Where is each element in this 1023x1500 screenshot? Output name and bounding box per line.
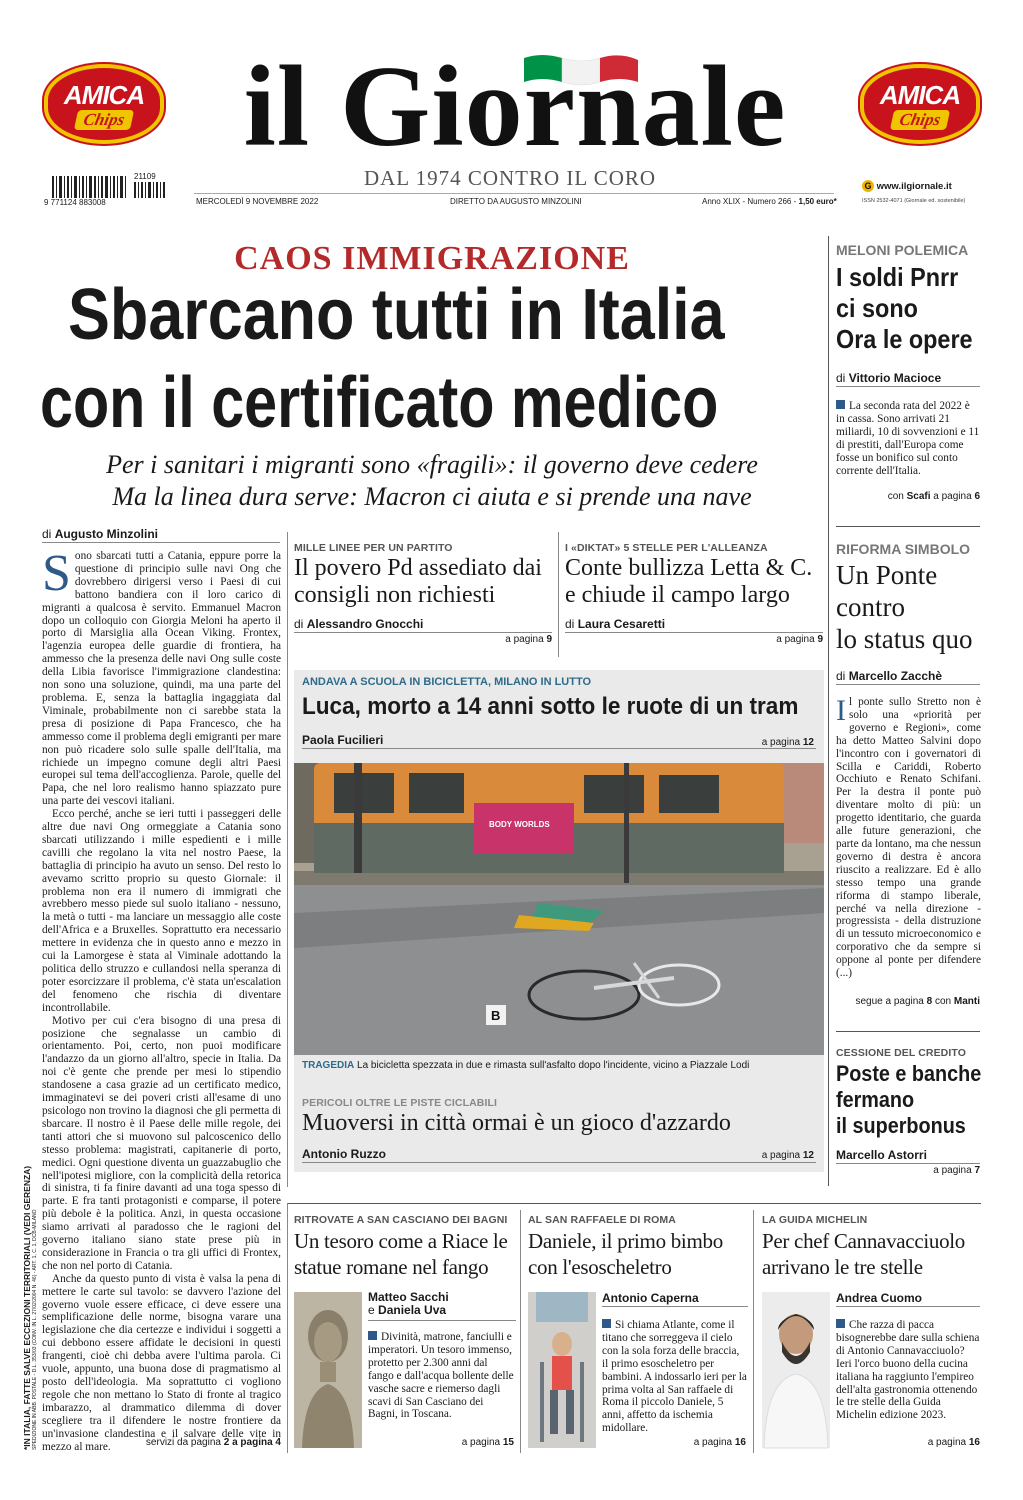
bullet-square-icon (836, 1319, 845, 1328)
website-url: www.ilgiornale.it (876, 181, 952, 192)
col-divider (287, 1203, 288, 1453)
ponte-byline: di Marcello Zacchè (836, 669, 943, 683)
tram-photo-illustration (294, 763, 824, 1055)
credito-headline-2[interactable]: fermano (836, 1087, 915, 1112)
issn: ISSN 2532-4071 (Giornale ed. sostenibile) (862, 198, 966, 204)
lead-subhead-2: Ma la linea dura serve: Macron ci aiuta e si prende una nave (112, 482, 752, 511)
tram-caption-label: TRAGEDIA (302, 1060, 355, 1071)
lead-byline-rule (42, 542, 280, 543)
credito-page-ref[interactable]: a pagina 7 (933, 1165, 980, 1176)
ponte-dropcap: I (836, 694, 846, 727)
m5s-page-ref[interactable]: a pagina 9 (776, 634, 823, 645)
meloni-headline-1[interactable]: I soldi Pnrr (836, 262, 959, 292)
tram-byline-rule-2 (302, 1162, 816, 1163)
masthead-motto: DAL 1974 CONTRO IL CORO (363, 166, 657, 190)
col-divider (558, 532, 559, 657)
meloni-kicker: MELONI POLEMICA (836, 242, 969, 258)
daniele-kicker: AL SAN RAFFAELE DI ROMA (528, 1214, 676, 1226)
meloni-byline: di Vittorio Macioce (836, 371, 942, 385)
tram-author-2[interactable]: Antonio Ruzzo (302, 1147, 386, 1161)
daniele-byline-rule (602, 1306, 748, 1307)
lead-continued[interactable]: servizi da pagina 2 a pagina 4 (145, 1437, 281, 1448)
meloni-author[interactable]: Vittorio Macioce (848, 371, 942, 385)
meloni-headline-2[interactable]: ci sono (836, 293, 918, 323)
daniele-photo[interactable] (528, 1292, 596, 1448)
riace-author-2[interactable]: Daniela Uva (378, 1303, 447, 1317)
ad-brand: AMICA (63, 80, 145, 110)
lead-dropcap: S (42, 545, 71, 602)
col-divider (753, 1210, 754, 1453)
tram-page-ref-2[interactable]: a pagina 12 (761, 1150, 814, 1161)
section-rule (836, 1031, 980, 1032)
riace-authors: Matteo Sacchi e Daniela Uva (368, 1291, 518, 1317)
pd-byline-rule (294, 632, 552, 633)
lead-kicker: CAOS IMMIGRAZIONE (234, 240, 630, 277)
barcode-number: 9 771124 883008 (44, 198, 106, 207)
michelin-headline[interactable]: Per chef Cannavacciuolo arrivano le tre stelle (762, 1229, 966, 1279)
tram-photo[interactable] (294, 763, 824, 1055)
riace-author-1[interactable]: Matteo Sacchi (368, 1290, 449, 1304)
masthead-title[interactable]: il Giornale (243, 43, 787, 171)
tram-byline-rule (302, 748, 816, 749)
tram-headline[interactable]: Luca, morto a 14 anni sotto le ruote di un tram (302, 693, 799, 720)
issue-price: 1,50 euro* (798, 197, 837, 206)
credito-byline-rule (836, 1163, 980, 1164)
pd-byline: di Alessandro Gnocchi (294, 617, 424, 631)
m5s-byline-rule (565, 632, 823, 633)
pd-page-ref[interactable]: a pagina 9 (505, 634, 552, 645)
ponte-byline-rule (836, 684, 980, 685)
michelin-page-ref[interactable]: a pagina 16 (927, 1437, 980, 1448)
meloni-byline-rule (836, 386, 980, 387)
riace-kicker: RITROVATE A SAN CASCIANO DEI BAGNI (294, 1214, 508, 1226)
credito-author[interactable]: Marcello Astorri (836, 1148, 927, 1162)
photo-ad-text: BODY WORLDS (489, 820, 550, 829)
amica-chips-ad-left[interactable] (44, 64, 164, 144)
michelin-author[interactable]: Andrea Cuomo (836, 1291, 923, 1305)
bullet-square-icon (368, 1331, 377, 1340)
lead-byline: di Augusto Minzolini (42, 527, 158, 541)
pd-author[interactable]: Alessandro Gnocchi (306, 617, 424, 631)
daniele-author[interactable]: Antonio Caperna (602, 1291, 699, 1305)
issue-info (702, 197, 837, 206)
meloni-page-ref[interactable]: con Scafi a pagina 6 (887, 491, 980, 502)
chef-photo[interactable] (762, 1292, 830, 1448)
credito-headline-3[interactable]: il superbonus (836, 1113, 966, 1138)
riace-page-ref[interactable]: a pagina 15 (461, 1437, 514, 1448)
ad-brand: AMICA (879, 80, 961, 110)
riace-byline-rule (368, 1320, 516, 1321)
credito-kicker: CESSIONE DEL CREDITO (836, 1047, 966, 1059)
margin-note: *IN ITALIA, FATTE SALVE ECCEZIONI TERRITORIALI (VEDI GERENZA) SPEDIZIONE IN ABB. POSTALE - D.L. 353/03 (CONV. IN L. 27/02/2004 N. 46) - ART. 1, C. 1, DCB-MILANO (22, 1165, 38, 1450)
lead-article-body: Sono sbarcati tutti a Catania, eppure porre la questione di principio sulle navi Ong che dovrebbero dirigersi verso i Paesi di cui battono bandiera con il loro carico di migranti a qualcosa è servito. Emmanuel Macron dopo un colloquio con Giorgia Meloni ha aperto il porto di Marsiglia alla Ocean Viking. Frontex, l'agenzia europea delle guardie di frontiera, ha ammesso che la presenza delle navi Ong sulle coste della Libia favorisce l'immigrazione clandestina: non sono una soluzione, quindi, ma una parte del problema. E, senza la battaglia ingaggiata dal Viminale, probabilmente non ci sarebbe stata la presa di posizione di Papa Francesco, che ha ammesso come il problema degli emigranti per mare non può ricadere solo sulle spalle dell'Italia, ma richiede un impegno comune degli altri Paesi europei sul tema dell'accoglienza. Parole, quelle del Papa, che nel loro realismo hanno spiazzato pure una parte dei vescovi italiani. Ecco perché, anche se ieri tutti i passeggeri delle altre due navi Ong ormeggiate a Catania sono sbarcati utilizzando i mille espedienti e i mille cavilli che regolano la vita nel nostro Paese, la battaglia di principio ha avuto un senso. Del resto lo avevamo scritto proprio su questo Giornale: il problema non era il numero di immigrati che avrebbero messo piede sul suolo italiano - nessuno, la metà o tutti - ma lanciare un messaggio alle coste dell'Africa e a Bruxelles. Soprattutto era necessario mettere in evidenza che in questo anno e mezzo in cui la Lamorgese è stata al Viminale adottando la politica dello struzzo e cullandosi nella speranza di poter esorcizzare il problema, c'è stata un'escalation del fenomeno che rischia di diventare incontrollabile. Motivo per cui c'era bisogno di una presa di posizione che segnalasse un cambio di orientamento. Poi, certo, non puoi modificare l'andazzo da un giorno all'altro, specie in Italia. Da noi c'è gente che prende per mesi lo stipendio standosene a casa grazie ad un certificato medico, immaginatevi se dei poveri cristi all'esame di uno psicologo non trovino la diagnosi che gli permetta di sbarcare. Il nostro è il Paese delle mille regole, dei tanti attori che si muovono sul palcoscenico dello stesso problema: magistrati, capitanerie di porto, medici. Ogni questione diventa un guazzabuglio che nell'ipotesi migliore, con la complicità della retorica di sinistra, ti fa finire davanti ad una toga spesso di parte. E fra tanti protagonisti e comparse, il potere più debole è la politica. Anzi, in questa occasione siamo arrivati al paradosso che le ragioni del governo italiano siano state prese più in considerazione in Francia o tra gli uffici di Frontex, che non nel porto di Catania. Anche da questo punto di vista è valsa la pena di mettere le carte sul tavolo: se davvero l'azione del governo vuole essere efficace, ci deve essere una semplificazione delle norme, bisogna varare una legislazione che dia certezze e individui i soggetti a cui debbono essere affidate le decisioni in questi frangenti, cioè chi debba avere l'ultima parola. Ci vuole, appunto, una buona dose di pragmatismo al posto dell'ideologia. Ma soprattutto ci vogliono regole che non mettano lo Stato di fronte al tragico imbarazzo, al drammatico dilemma di dover scegliere tra il difendere le nostre frontiere da un'invasione clandestina e il salvare delle vite in mezzo al mare. (42, 545, 281, 1453)
ponte-page-ref[interactable]: segue a pagina 8 con Manti (855, 996, 980, 1007)
riace-statue-photo[interactable] (294, 1292, 362, 1448)
daniele-body: Si chiama Atlante, come il titano che sorreggeva il cielo con la sola forza delle braccia, il primo esoscheletro per bambini. A indossarlo ieri per la prima volta al San raffaele di Roma il piccolo Daniele, 5 anni, affetto da ischemia midollare. (602, 1319, 747, 1435)
m5s-headline[interactable]: Conte bullizza Letta & C. e chiude il campo largo (565, 555, 813, 608)
tram-kicker-2: PERICOLI OLTRE LE PISTE CICLABILI (302, 1097, 498, 1109)
bullet-square-icon (836, 400, 845, 409)
pd-kicker: MILLE LINEE PER UN PARTITO (294, 542, 453, 554)
ponte-author[interactable]: Marcello Zacchè (848, 669, 943, 683)
col-divider (520, 1210, 521, 1453)
meloni-body: La seconda rata del 2022 è in cassa. Sono arrivati 21 miliardi, 10 di sovvenzioni e 11 di prestiti, dall'Europa come fosse un bonifico sul conto corrente dell'Italia. (836, 400, 980, 477)
masthead-rule (194, 193, 834, 194)
michelin-body: Che razza di pacca bisognerebbe dare sulla schiena di Antonio Cannavacciuolo? Ieri l'orco buono della cucina italiana ha raggiunto l'empireo dell'alta gastronomia ottenendo le tre stelle della Guida Michelin edizione 2023. (836, 1319, 980, 1422)
ad-product: Chips (74, 110, 134, 130)
ponte-headline-2[interactable]: contro (836, 592, 905, 622)
ponte-headline-1[interactable]: Un Ponte (836, 560, 938, 590)
lead-headline-1[interactable]: Sbarcano tutti in Italia (68, 275, 725, 355)
m5s-byline: di Laura Cesaretti (565, 617, 666, 631)
michelin-byline-rule (836, 1306, 980, 1307)
exoskeleton-illustration (528, 1292, 596, 1448)
m5s-author[interactable]: Laura Cesaretti (577, 617, 666, 631)
tram-kicker: ANDAVA A SCUOLA IN BICICLETTA, MILANO IN LUTTO (302, 676, 592, 688)
tram-page-ref[interactable]: a pagina 12 (761, 737, 814, 748)
daniele-page-ref[interactable]: a pagina 16 (693, 1437, 746, 1448)
chef-illustration (762, 1292, 830, 1448)
website-g-icon: G (862, 180, 874, 192)
pd-headline[interactable]: Il povero Pd assediato dai consigli non richiesti (294, 555, 542, 608)
daniele-headline[interactable]: Daniele, il primo bimbo con l'esoscheletro (528, 1229, 723, 1279)
ad-product: Chips (890, 110, 950, 130)
ponte-kicker: RIFORMA SIMBOLO (836, 541, 971, 557)
ponte-body: Il ponte sullo Stretto non è solo una «priorità per governo e Regioni», come ha detto Matteo Salvini dopo l'incontro con i governatori di Scilla e Cariddi, Roberto Occhiuto e Renato Schifani. Per la destra il ponte può diventare molto di più: un progetto identitario, che guarda alle future generazioni, che parte da lontano, ma che nessun governo di destra è ancora riuscito a realizzare. Ed è allo stesso tempo una grande riforma di stampo liberale, perché va nella direzione - progressista - della distruzione di un tessuto microeconomico e corporativo che da sempre si oppone al ponte per difendere (...) (836, 694, 981, 980)
website-link[interactable] (862, 180, 952, 192)
m5s-kicker: I «DIKTAT» 5 STELLE PER L'ALLEANZA (565, 542, 768, 554)
meloni-headline-3[interactable]: Ora le opere (836, 324, 973, 354)
amica-chips-ad-right[interactable] (860, 64, 980, 144)
right-col-divider (828, 236, 829, 1186)
director: DIRETTO DA AUGUSTO MINZOLINI (450, 197, 582, 206)
riace-body: Divinità, matrone, fanciulli e imperatori. Un tesoro immenso, protetto per 2.300 anni dal fango e dall'acqua bollente delle vasche sacre e riemerso dagli scavi di San Casciano dei Bagni, in Toscana. (368, 1331, 514, 1421)
tram-author[interactable]: Paola Fucilieri (302, 733, 384, 747)
credito-headline-1[interactable]: Poste e banche (836, 1061, 982, 1086)
tram-headline-2[interactable]: Muoversi in città ormai è un gioco d'azzardo (302, 1110, 731, 1136)
tram-caption: TRAGEDIA La bicicletta spezzata in due e rimasta sull'asfalto dopo l'incidente, vicino a Piazzale Lodi (302, 1060, 750, 1071)
statue-illustration (294, 1292, 362, 1448)
col-divider (287, 532, 288, 1187)
bottom-row-rule (287, 1203, 981, 1204)
ponte-headline-3[interactable]: lo status quo (836, 624, 973, 654)
riace-headline[interactable]: Un tesoro come a Riace le statue romane nel fango (294, 1229, 508, 1279)
section-rule (836, 526, 980, 527)
lead-subhead-1: Per i sanitari i migranti sono «fragili»: il governo deve cedere (106, 450, 758, 479)
lead-author[interactable]: Augusto Minzolini (54, 527, 158, 541)
photo-marker: B (491, 1008, 501, 1023)
michelin-kicker: LA GUIDA MICHELIN (762, 1214, 868, 1226)
lead-headline-2[interactable]: con il certificato medico (40, 363, 719, 443)
bullet-square-icon (602, 1319, 611, 1328)
issue-number: Anno XLIX - Numero 266 - (702, 197, 797, 206)
barcode-top-number: 21109 (134, 172, 156, 181)
issue-date: MERCOLEDÌ 9 NOVEMBRE 2022 (196, 197, 319, 206)
